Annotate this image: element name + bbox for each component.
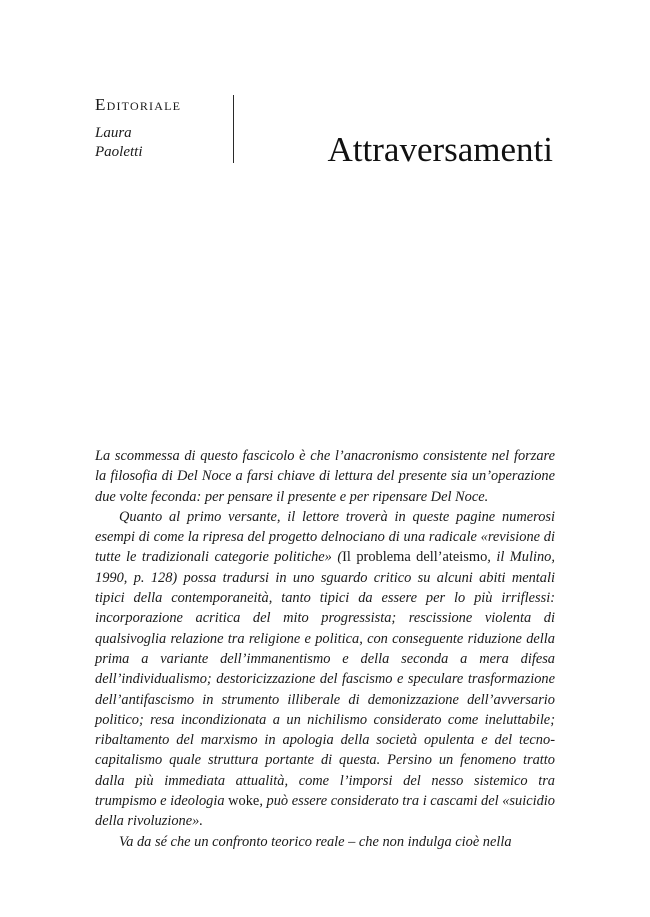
paragraph-3: Va da sé che un confronto teorico reale – che non indulga cioè nella — [119, 833, 512, 850]
header-divider — [233, 95, 234, 163]
paragraph-2-part-a: Quanto al primo versante, il lettore troverà in queste pagine numerosi esempi di come la ripresa del progetto delnociano di una radicale «revisione di tutte le tradizionali categorie politiche» ( — [95, 508, 555, 566]
author-first-name: Laura — [95, 125, 132, 141]
section-label: Editoriale — [95, 95, 182, 114]
paragraph-2 — [95, 507, 555, 832]
page-title: Attraversamenti — [327, 130, 553, 169]
article-body — [95, 446, 555, 852]
header-block — [95, 94, 225, 162]
author-last-name: Paoletti — [95, 144, 143, 160]
paragraph-1: La scommessa di questo fascicolo è che l’anacronismo consistente nel forzare la filosofia di Del Noce a farsi chiave di lettura del presente sia un’operazione due volte feconda: per pensare il presente e per ripensare Del Noce. — [95, 448, 555, 505]
paragraph-2-part-c: , può essere considerato tra i cascami del «suicidio della rivoluzione». — [95, 793, 556, 830]
paragraph-2-part-b: , il Mulino, 1990, p. 128) possa tradursi in uno sguardo critico su alcuni abiti mentali tipici della contemporaneità, tanto tipici da essere per lo più irriflessi: incorporazione acritica del mito progressista; rescissione violenta di qualsivoglia relazione tra religione e politica, con conseguente riduzione della prima a variante dell’immanentismo e della seconda a mera difesa dell’individualismo; destoricizzazione del fascismo e speculare trasformazione dell’antifascismo in strumento illiberale di demonizzazione dell’avversario politico; resa incondizionata a un nichilismo considerato come ineluttabile; ribaltamento del marxismo in apologia della società opulenta e del tecno-capitalismo quale struttura portante di questa. Persino un fenomeno tratto dalla più immediata attualità, come l’imporsi del nesso sistemico tra trumpismo e ideologia — [95, 549, 555, 810]
book-title: Il problema dell’ateismo — [342, 549, 488, 566]
term-woke: woke — [228, 793, 260, 810]
